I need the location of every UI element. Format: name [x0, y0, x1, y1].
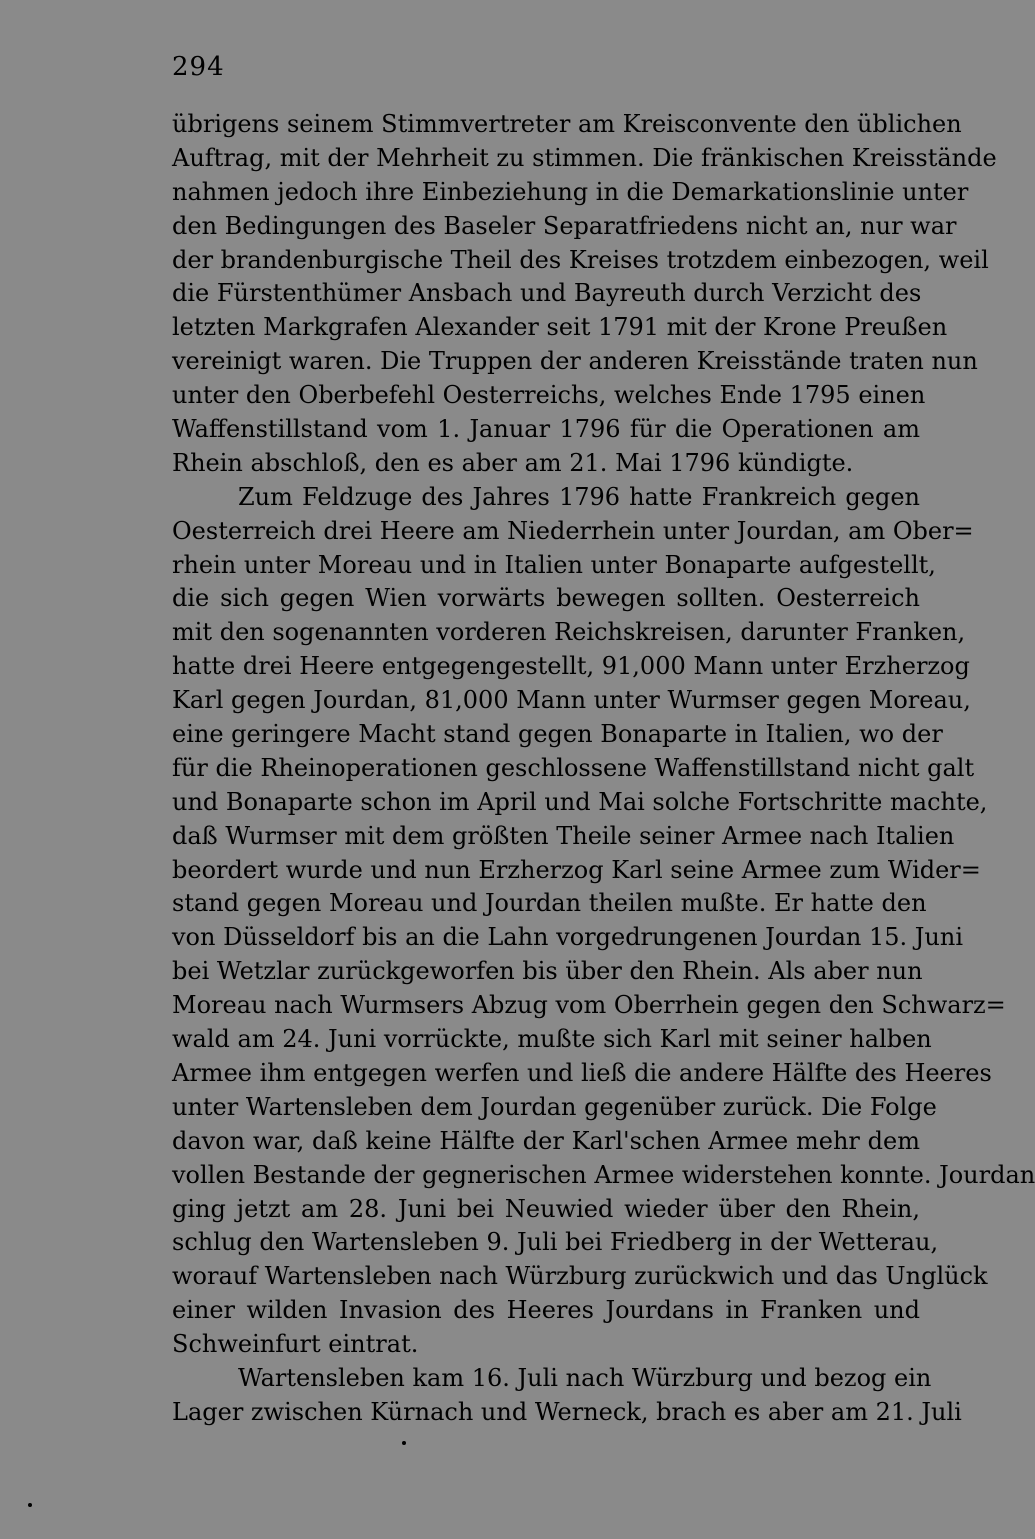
text-line: eine geringere Macht stand gegen Bonaparte in Italien, wo der	[172, 720, 943, 749]
text-line: Schweinfurt eintrat.	[172, 1330, 419, 1359]
text-line: worauf Wartensleben nach Würzburg zurückwich und das Unglück	[172, 1262, 988, 1291]
text-line: Auftrag, mit der Mehrheit zu stimmen. Die fränkischen Kreisstände	[172, 143, 997, 172]
text-line: Moreau nach Wurmsers Abzug vom Oberrhein gegen den Schwarz=	[172, 991, 1006, 1020]
page-number: 294	[172, 52, 225, 82]
text-line: Rhein abschloß, den es aber am 21. Mai 1796 kündigte.	[172, 448, 854, 477]
body-text	[172, 108, 1035, 1430]
text-line: der brandenburgische Theil des Kreises trotzdem einbezogen, weil	[172, 245, 989, 274]
text-line: für die Rheinoperationen geschlossene Waffenstillstand nicht galt	[172, 753, 975, 782]
text-line: übrigens seinem Stimmvertreter am Kreisconvente den üblichen	[172, 110, 962, 138]
text-line: die Fürstenthümer Ansbach und Bayreuth durch Verzicht des	[172, 279, 922, 308]
text-line: davon war, daß keine Hälfte der Karl'schen Armee mehr dem	[172, 1126, 920, 1155]
text-line: einer wilden Invasion des Heeres Jourdans in Franken und	[172, 1296, 920, 1325]
text-line: beordert wurde und nun Erzherzog Karl seine Armee zum Wider=	[172, 855, 981, 884]
text-line: bei Wetzlar zurückgeworfen bis über den Rhein. Als aber nun	[172, 957, 923, 986]
text-line: den Bedingungen des Baseler Separatfriedens nicht an, nur war	[172, 211, 957, 240]
text-line: ging jetzt am 28. Juni bei Neuwied wieder über den Rhein,	[172, 1194, 920, 1223]
text-line: nahmen jedoch ihre Einbeziehung in die Demarkationslinie unter	[172, 177, 969, 206]
text-line: Armee ihm entgegen werfen und ließ die andere Hälfte des Heeres	[172, 1058, 992, 1087]
text-line: Oesterreich drei Heere am Niederrhein unter Jourdan, am Ober=	[172, 516, 974, 545]
text-line: wald am 24. Juni vorrückte, mußte sich Karl mit seiner halben	[172, 1025, 932, 1054]
text-line: vereinigt waren. Die Truppen der anderen Kreisstände traten nun	[172, 347, 978, 376]
text-line: Waffenstillstand vom 1. Januar 1796 für die Operationen am	[172, 415, 920, 444]
text-line: unter den Oberbefehl Oesterreichs, welches Ende 1795 einen	[172, 381, 926, 410]
text-line: von Düsseldorf bis an die Lahn vorgedrungenen Jourdan 15. Juni	[172, 923, 964, 952]
text-line: Karl gegen Jourdan, 81,000 Mann unter Wurmser gegen Moreau,	[172, 686, 971, 715]
text-line: mit den sogenannten vorderen Reichskreisen, darunter Franken,	[172, 618, 966, 647]
text-line: Wartensleben kam 16. Juli nach Würzburg und bezog ein	[238, 1363, 932, 1392]
text-line: die sich gegen Wien vorwärts bewegen sollten. Oesterreich	[172, 584, 920, 613]
text-line: und Bonaparte schon im April und Mai solche Fortschritte machte,	[172, 787, 988, 816]
ink-speck	[402, 1441, 406, 1445]
text-line: schlug den Wartensleben 9. Juli bei Friedberg in der Wetterau,	[172, 1228, 939, 1257]
text-line: rhein unter Moreau und in Italien unter Bonaparte aufgestellt,	[172, 550, 936, 579]
text-line: hatte drei Heere entgegengestellt, 91,000 Mann unter Erzherzog	[172, 652, 970, 681]
ink-speck	[28, 1503, 32, 1507]
text-line: letzten Markgrafen Alexander seit 1791 mit der Krone Preußen	[172, 313, 948, 342]
text-line: daß Wurmser mit dem größten Theile seiner Armee nach Italien	[172, 821, 955, 850]
text-line: unter Wartensleben dem Jourdan gegenüber zurück. Die Folge	[172, 1092, 937, 1121]
text-line: stand gegen Moreau und Jourdan theilen mußte. Er hatte den	[172, 889, 927, 918]
text-line: vollen Bestande der gegnerischen Armee widerstehen konnte. Jourdan	[172, 1160, 1035, 1189]
text-line: Zum Feldzuge des Jahres 1796 hatte Frankreich gegen	[238, 482, 920, 511]
text-line: Lager zwischen Kürnach und Werneck, brach es aber am 21. Juli	[172, 1397, 962, 1426]
